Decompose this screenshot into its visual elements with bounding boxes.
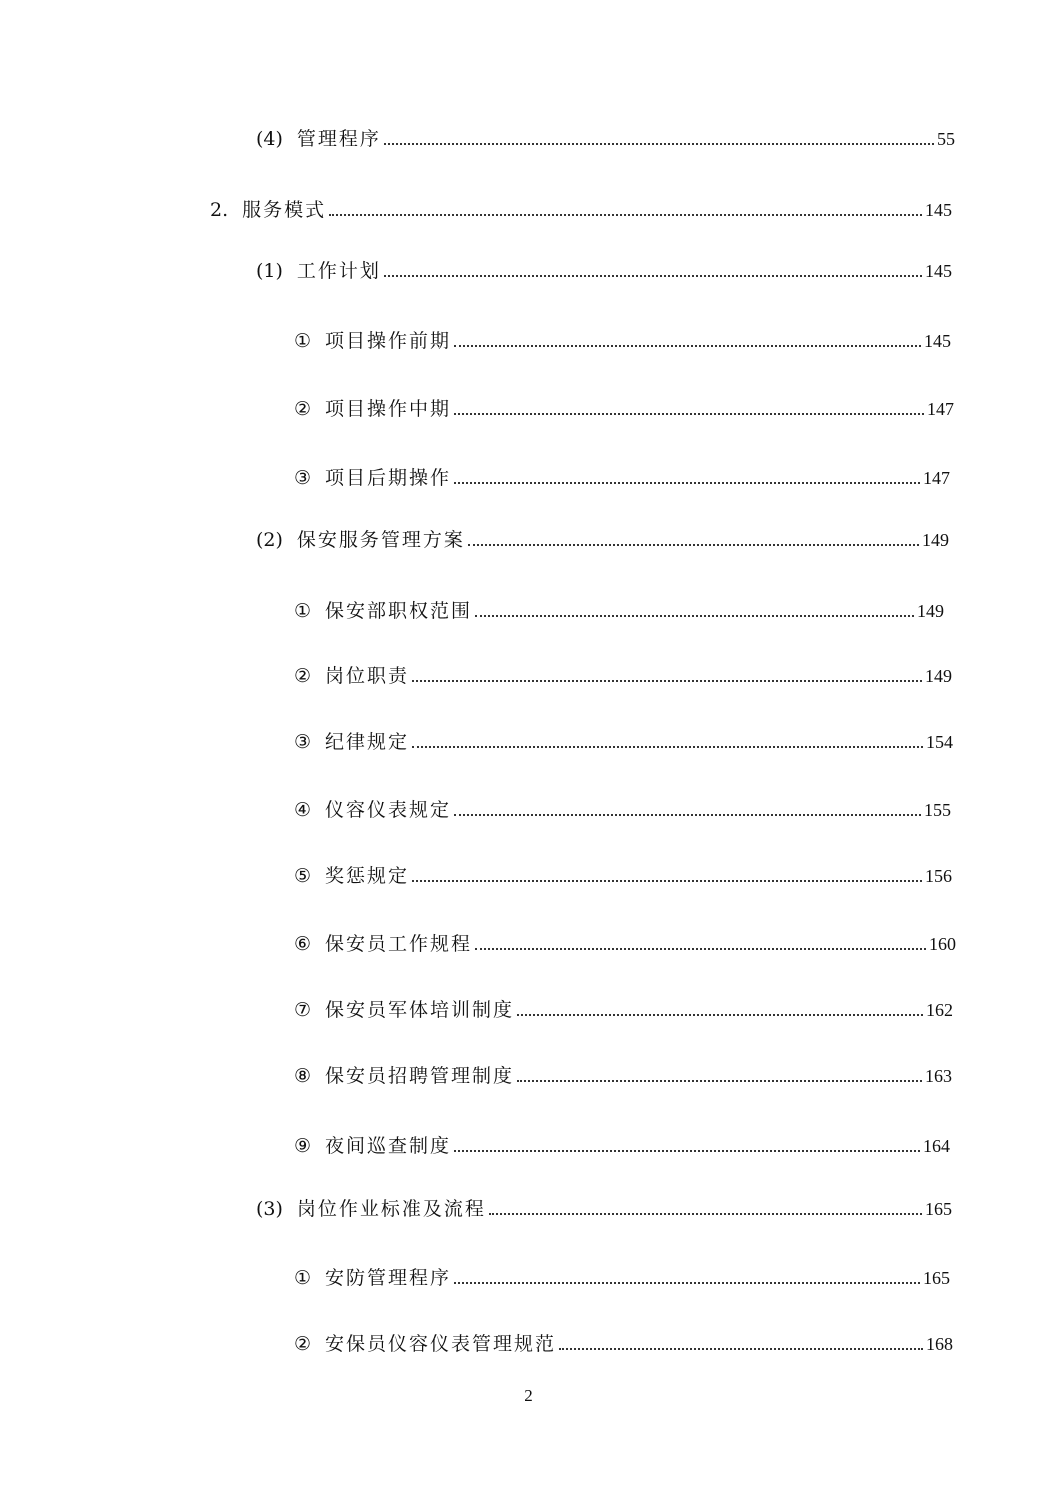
toc-entry[interactable] — [294, 998, 953, 1022]
toc-marker: ③ — [294, 731, 312, 753]
toc-entry[interactable] — [294, 397, 954, 421]
toc-title: 项目操作前期 — [325, 330, 452, 352]
toc-page-number: 55 — [937, 129, 955, 149]
toc-page-number: 164 — [923, 1136, 950, 1156]
toc-marker: ① — [294, 330, 312, 352]
dot-leader — [517, 1014, 923, 1016]
toc-marker: (3) — [256, 1198, 283, 1220]
dot-leader — [517, 1080, 922, 1082]
toc-page-number: 154 — [926, 732, 953, 752]
toc-page-number: 156 — [925, 866, 952, 886]
toc-page-number: 149 — [925, 666, 952, 686]
toc-title: 夜间巡查制度 — [325, 1135, 452, 1157]
toc-entry[interactable] — [294, 1332, 953, 1356]
toc-title: 仪容仪表规定 — [325, 799, 452, 821]
toc-marker: (1) — [256, 260, 283, 282]
toc-marker: (2) — [256, 529, 283, 551]
toc-title: 保安员军体培训制度 — [325, 999, 515, 1021]
toc-marker: ⑨ — [294, 1135, 312, 1157]
toc-title: 安保员仪容仪表管理规范 — [325, 1333, 557, 1355]
toc-title: 项目后期操作 — [325, 467, 452, 489]
toc-entry[interactable] — [256, 259, 952, 283]
toc-page-number: 145 — [924, 331, 951, 351]
toc-entry[interactable] — [294, 1064, 952, 1088]
dot-leader — [329, 214, 922, 216]
dot-leader — [475, 948, 926, 950]
toc-entry[interactable] — [256, 1197, 952, 1221]
toc-marker: (4) — [256, 128, 283, 150]
toc-entry[interactable] — [294, 1266, 950, 1290]
toc-title: 工作计划 — [296, 260, 381, 282]
toc-entry[interactable] — [256, 528, 949, 552]
toc-marker: ② — [294, 398, 312, 420]
toc-marker: ③ — [294, 467, 312, 489]
toc-marker: ⑦ — [294, 999, 312, 1021]
toc-marker: ④ — [294, 799, 312, 821]
toc-page-number: 147 — [927, 399, 954, 419]
dot-leader — [412, 680, 922, 682]
toc-marker: ⑤ — [294, 865, 312, 887]
toc-page-number: 162 — [926, 1000, 953, 1020]
footer-page-number: 2 — [524, 1386, 533, 1405]
dot-leader — [454, 814, 921, 816]
toc-title: 岗位作业标准及流程 — [296, 1198, 486, 1220]
toc-entry[interactable] — [294, 599, 944, 623]
toc-title: 奖惩规定 — [325, 865, 410, 887]
dot-leader — [384, 143, 934, 145]
toc-entry[interactable] — [294, 329, 951, 353]
dot-leader — [454, 345, 921, 347]
toc-marker: ① — [294, 1267, 312, 1289]
dot-leader — [454, 482, 920, 484]
toc-title: 保安服务管理方案 — [296, 529, 465, 551]
dot-leader — [412, 746, 923, 748]
toc-title: 管理程序 — [296, 128, 381, 150]
toc-title: 岗位职责 — [325, 665, 410, 687]
dot-leader — [412, 880, 922, 882]
dot-leader — [489, 1213, 922, 1215]
toc-title: 保安部职权范围 — [325, 600, 473, 622]
toc-page-number: 165 — [925, 1199, 952, 1219]
toc-entry[interactable] — [256, 127, 955, 151]
toc-page-number: 149 — [917, 601, 944, 621]
toc-page-number: 168 — [926, 1334, 953, 1354]
dot-leader — [454, 1150, 920, 1152]
toc-page-number: 147 — [923, 468, 950, 488]
toc-page-number: 163 — [925, 1066, 952, 1086]
dot-leader — [468, 544, 919, 546]
toc-entry[interactable] — [294, 664, 952, 688]
toc-marker: ⑥ — [294, 933, 312, 955]
toc-title: 服务模式 — [242, 199, 327, 221]
toc-title: 保安员招聘管理制度 — [325, 1065, 515, 1087]
dot-leader — [454, 1282, 920, 1284]
dot-leader — [475, 615, 914, 617]
toc-entry[interactable] — [294, 932, 956, 956]
toc-title: 保安员工作规程 — [325, 933, 473, 955]
dot-leader — [454, 413, 924, 415]
toc-entry[interactable] — [294, 466, 950, 490]
toc-page-number: 165 — [923, 1268, 950, 1288]
toc-marker: ② — [294, 1333, 312, 1355]
toc-marker: ① — [294, 600, 312, 622]
toc-page-number: 145 — [925, 261, 952, 281]
toc-marker: 2. — [210, 199, 229, 221]
dot-leader — [384, 275, 922, 277]
toc-page-number: 160 — [929, 934, 956, 954]
dot-leader — [559, 1348, 923, 1350]
toc-page-number: 145 — [925, 200, 952, 220]
toc-page-number: 149 — [922, 530, 949, 550]
toc-marker: ⑧ — [294, 1065, 312, 1087]
toc-marker: ② — [294, 665, 312, 687]
toc-entry[interactable] — [294, 730, 953, 754]
toc-entry[interactable] — [294, 1134, 950, 1158]
toc-title: 项目操作中期 — [325, 398, 452, 420]
toc-title: 纪律规定 — [325, 731, 410, 753]
toc-title: 安防管理程序 — [325, 1267, 452, 1289]
toc-entry[interactable] — [294, 798, 951, 822]
toc-entry[interactable] — [294, 864, 952, 888]
toc-entry[interactable] — [210, 198, 952, 222]
toc-page-number: 155 — [924, 800, 951, 820]
